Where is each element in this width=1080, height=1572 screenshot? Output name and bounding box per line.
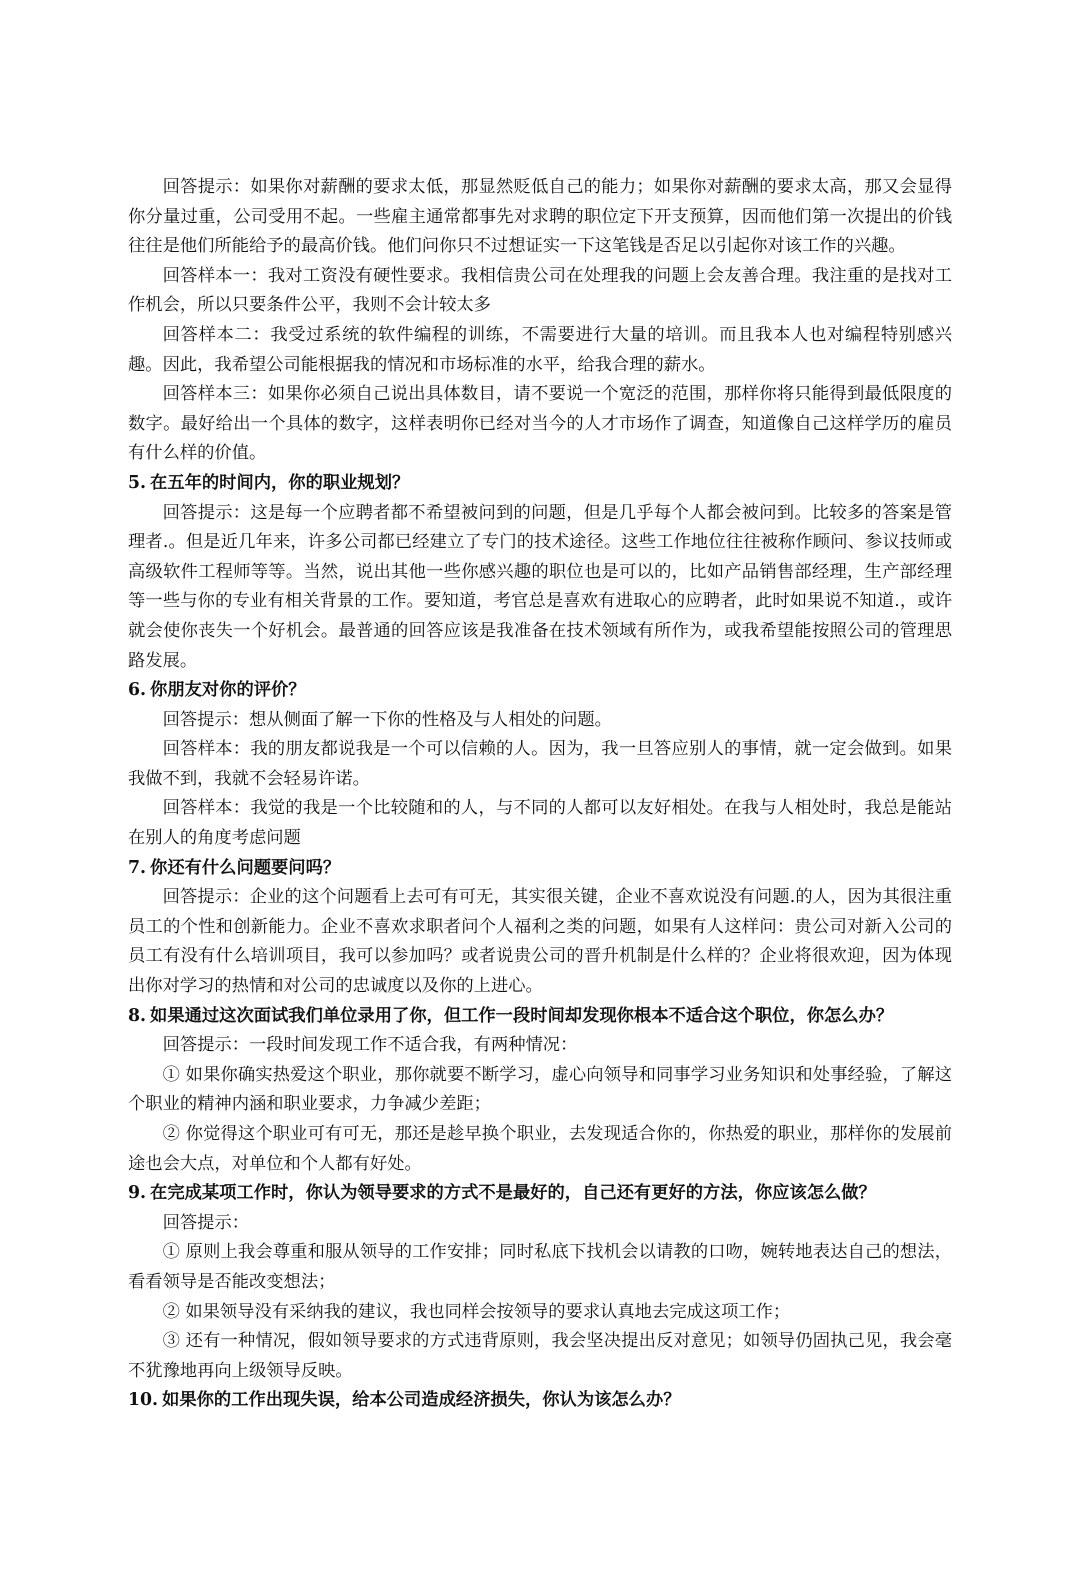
- paragraph: 回答提示：想从侧面了解一下你的性格及与人相处的问题。: [162, 709, 612, 730]
- paragraph: 回答提示：: [162, 1212, 250, 1233]
- document-page: [128, 173, 952, 1416]
- question-number: 10.: [128, 1390, 159, 1411]
- paragraph: ② 你觉得这个职业可有可无，那还是趁早换个职业，去发现适合你的，你热爱的职业，那样你的发展前途也会大点，对单位和个人都有好处。: [128, 1124, 952, 1174]
- question-heading: [128, 676, 952, 706]
- paragraph: 回答样本一：我对工资没有硬性要求。我相信贵公司在处理我的问题上会友善合理。我注重的是找对工作机会，所以只要条件公平，我则不会计较太多: [128, 265, 952, 316]
- question-number: 9.: [128, 1183, 147, 1204]
- question-text: 如果通过这次面试我们单位录用了你，但工作一段时间却发现你根本不适合这个职位，你怎么办？: [150, 1005, 894, 1026]
- paragraph: 回答样本：我觉的我是一个比较随和的人，与不同的人都可以友好相处。在我与人相处时，我总是能站在别人的角度考虑问题: [128, 798, 952, 849]
- question-heading: [128, 854, 952, 884]
- question-text: 如果你的工作出现失误，给本公司造成经济损失，你认为该怎么办？: [162, 1390, 681, 1411]
- paragraph: 回答提示：这是每一个应聘者都不希望被问到的问题，但是几乎每个人都会被问到。比较多的答案是管理者.。但是近几年来，许多公司都已经建立了专门的技术途径。这些工作地位往往被称作顾问、参议技师或高级软件工程师等等。当然，说出其他一些你感兴趣的职位也是可以的，比如产品销售部经理，生产部经理等一些与你的专业有相关背景的工作。要知道，考官总是喜欢有进取心的应聘者，此时如果说不知道.，或许就会使你丧失一个好机会。最普通的回答应该是我准备在技术领域有所作为，或我希望能按照公司的管理思路发展。: [128, 502, 952, 671]
- paragraph: ① 原则上我会尊重和服从领导的工作安排；同时私底下找机会以请教的口吻，婉转地表达自己的想法，看看领导是否能改变想法；: [128, 1242, 952, 1292]
- paragraph: ② 如果领导没有采纳我的建议，我也同样会按领导的要求认真地去完成这项工作；: [162, 1301, 791, 1322]
- question-number: 8.: [128, 1005, 147, 1026]
- question-heading: [128, 469, 952, 499]
- question-text: 你还有什么问题要问吗？: [150, 857, 341, 878]
- paragraph: ① 如果你确实热爱这个职业，那你就要不断学习，虚心向领导和同事学习业务知识和处事经验，了解这个职业的精神内涵和职业要求，力争减少差距；: [128, 1064, 952, 1115]
- question-text: 在完成某项工作时，你认为领导要求的方式不是最好的，自己还有更好的方法，你应该怎么做？: [150, 1183, 876, 1204]
- question-number: 6.: [128, 680, 147, 701]
- question-heading: [128, 1002, 952, 1032]
- question-text: 在五年的时间内，你的职业规划？: [150, 472, 410, 493]
- question-heading: [128, 1386, 952, 1416]
- paragraph: 回答提示：一段时间发现工作不适合我，有两种情况：: [162, 1035, 578, 1056]
- question-heading: [128, 1179, 952, 1209]
- paragraph: 回答样本三：如果你必须自己说出具体数目，请不要说一个宽泛的范围，那样你将只能得到最低限度的数字。最好给出一个具体的数字，这样表明你已经对当今的人才市场作了调查，知道像自己这样学历的雇员有什么样的价值。: [128, 384, 952, 464]
- paragraph: 回答样本：我的朋友都说我是一个可以信赖的人。因为，我一旦答应别人的事情，就一定会做到。如果我做不到，我就不会轻易许诺。: [128, 739, 952, 789]
- paragraph: 回答提示：企业的这个问题看上去可有可无，其实很关键，企业不喜欢说没有问题.的人，因为其很注重员工的个性和创新能力。企业不喜欢求职者问个人福利之类的问题，如果有人这样问：贵公司对新入公司的员工有没有什么培训项目，我可以参加吗？或者说贵公司的晋升机制是什么样的？企业将很欢迎，因为体现出你对学习的热情和对公司的忠诚度以及你的上进心。: [128, 887, 952, 997]
- paragraph: 回答提示：如果你对薪酬的要求太低，那显然贬低自己的能力；如果你对薪酬的要求太高，那又会显得你分量过重，公司受用不起。一些雇主通常都事先对求聘的职位定下开支预算，因而他们第一次提出的价钱往往是他们所能给予的最高价钱。他们问你只不过想证实一下这笔钱是否足以引起你对该工作的兴趣。: [128, 177, 952, 257]
- question-number: 5.: [128, 472, 147, 493]
- paragraph: 回答样本二：我受过系统的软件编程的训练，不需要进行大量的培训。而且我本人也对编程特别感兴趣。因此，我希望公司能根据我的情况和市场标准的水平，给我合理的薪水。: [128, 324, 952, 375]
- paragraph: ③ 还有一种情况，假如领导要求的方式违背原则，我会坚决提出反对意见；如领导仍固执己见，我会毫不犹豫地再向上级领导反映。: [128, 1331, 952, 1381]
- question-text: 你朋友对你的评价？: [150, 680, 306, 701]
- question-number: 7.: [128, 857, 147, 878]
